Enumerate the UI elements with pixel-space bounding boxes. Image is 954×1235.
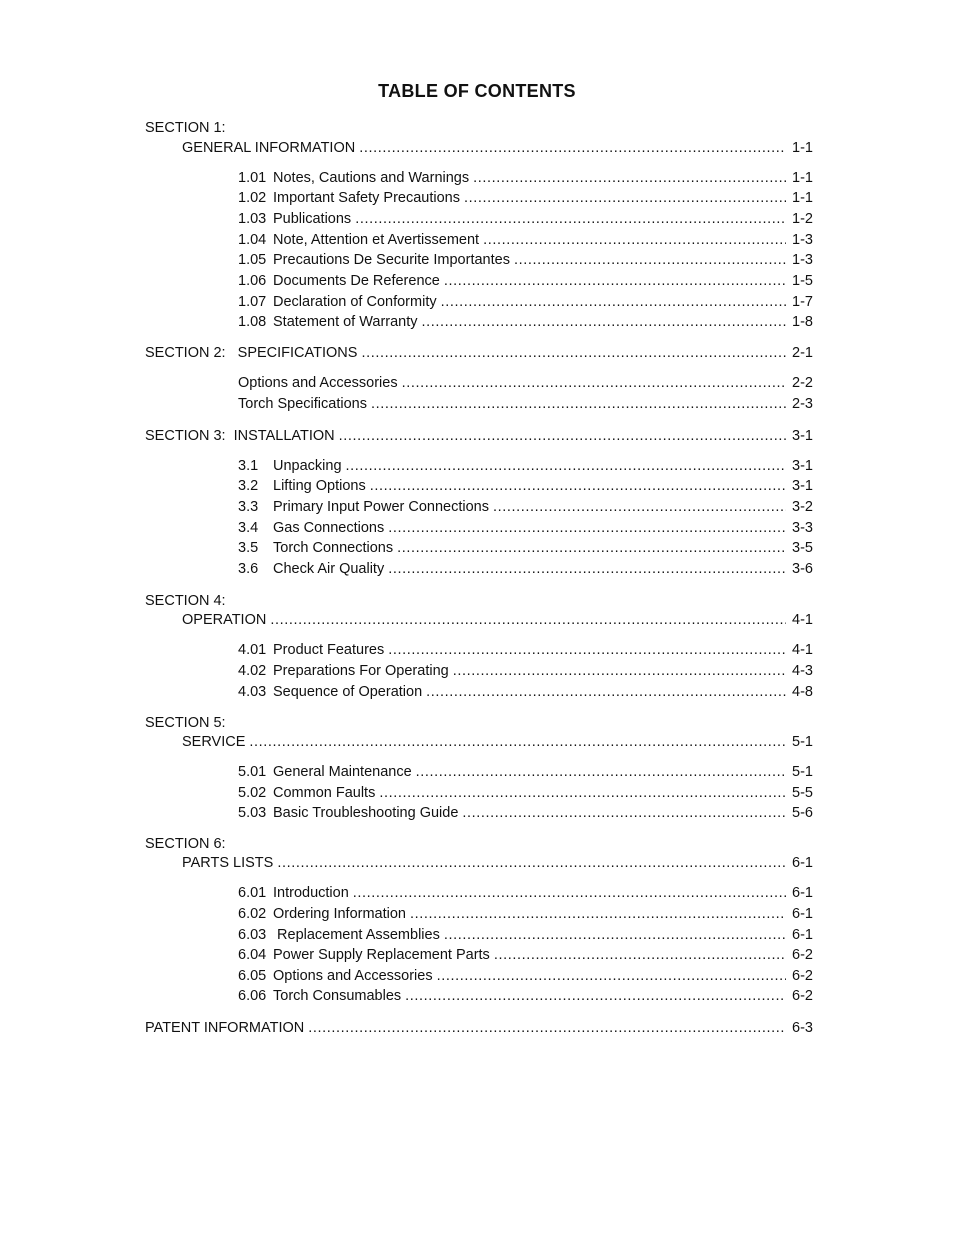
- toc-entry-general-information[interactable]: GENERAL INFORMATION ..... 1-1: [182, 138, 813, 158]
- section-4-heading: SECTION 4:: [145, 593, 226, 609]
- toc-entry[interactable]: 5.01 General Maintenance ..... 5-1: [238, 762, 813, 782]
- toc-entry-parts-lists[interactable]: PARTS LISTS ..... 6-1: [182, 853, 813, 873]
- toc-entry[interactable]: 3.6 Check Air Quality ..... 3-6: [238, 559, 813, 579]
- toc-entry-patent-information[interactable]: PATENT INFORMATION ..... 6-3: [145, 1018, 813, 1038]
- toc-entry[interactable]: 6.04 Power Supply Replacement Parts ..... 6-2: [238, 945, 813, 965]
- toc-entry-installation[interactable]: SECTION 3: INSTALLATION ..... 3-1: [145, 426, 813, 446]
- toc-entry-specifications[interactable]: SECTION 2: SPECIFICATIONS ..... 2-1: [145, 343, 813, 363]
- toc-entry[interactable]: 1.08 Statement of Warranty ..... 1-8: [238, 312, 813, 332]
- toc-entry[interactable]: 5.03 Basic Troubleshooting Guide ..... 5-6: [238, 803, 813, 823]
- toc-entry[interactable]: 1.02 Important Safety Precautions ..... 1-1: [238, 188, 813, 208]
- page-title: TABLE OF CONTENTS: [378, 81, 576, 101]
- toc-entry[interactable]: 5.02 Common Faults ..... 5-5: [238, 783, 813, 803]
- leader-dots: [359, 138, 786, 158]
- toc-entry[interactable]: 6.01 Introduction ..... 6-1: [238, 883, 813, 903]
- toc-entry[interactable]: 1.04 Note, Attention et Avertissement ..... 1-3: [238, 230, 813, 250]
- section-5-heading: SECTION 5:: [145, 715, 226, 731]
- toc-entry[interactable]: 4.03 Sequence of Operation ..... 4-8: [238, 682, 813, 702]
- toc-entry[interactable]: Torch Specifications ..... 2-3: [238, 394, 813, 414]
- section-1-heading: SECTION 1:: [145, 120, 226, 136]
- toc-entry[interactable]: 4.01 Product Features ..... 4-1: [238, 640, 813, 660]
- toc-entry[interactable]: 1.07 Declaration of Conformity ..... 1-7: [238, 292, 813, 312]
- toc-entry[interactable]: 1.05 Precautions De Securite Importantes ..... 1-3: [238, 250, 813, 270]
- toc-entry[interactable]: 6.02 Ordering Information ..... 6-1: [238, 904, 813, 924]
- toc-entry-operation[interactable]: OPERATION ..... 4-1: [182, 610, 813, 630]
- section-6-heading: SECTION 6:: [145, 836, 226, 852]
- toc-entry[interactable]: 3.3 Primary Input Power Connections ..... 3-2: [238, 497, 813, 517]
- toc-entry[interactable]: Options and Accessories ..... 2-2: [238, 373, 813, 393]
- toc-entry-service[interactable]: SERVICE ..... 5-1: [182, 732, 813, 752]
- toc-entry[interactable]: 3.5 Torch Connections ..... 3-5: [238, 538, 813, 558]
- toc-entry[interactable]: 6.05 Options and Accessories ..... 6-2: [238, 966, 813, 986]
- toc-entry[interactable]: 3.2 Lifting Options ..... 3-1: [238, 476, 813, 496]
- toc-entry[interactable]: 1.03 Publications ..... 1-2: [238, 209, 813, 229]
- toc-entry[interactable]: 3.4 Gas Connections ..... 3-3: [238, 518, 813, 538]
- toc-entry[interactable]: 1.01 Notes, Cautions and Warnings ..... 1-1: [238, 168, 813, 188]
- toc-entry[interactable]: 6.03 Replacement Assemblies ..... 6-1: [238, 925, 813, 945]
- toc-entry[interactable]: 4.02 Preparations For Operating ..... 4-3: [238, 661, 813, 681]
- toc-entry[interactable]: 1.06 Documents De Reference ..... 1-5: [238, 271, 813, 291]
- toc-entry[interactable]: 3.1 Unpacking ..... 3-1: [238, 456, 813, 476]
- toc-entry[interactable]: 6.06 Torch Consumables ..... 6-2: [238, 986, 813, 1006]
